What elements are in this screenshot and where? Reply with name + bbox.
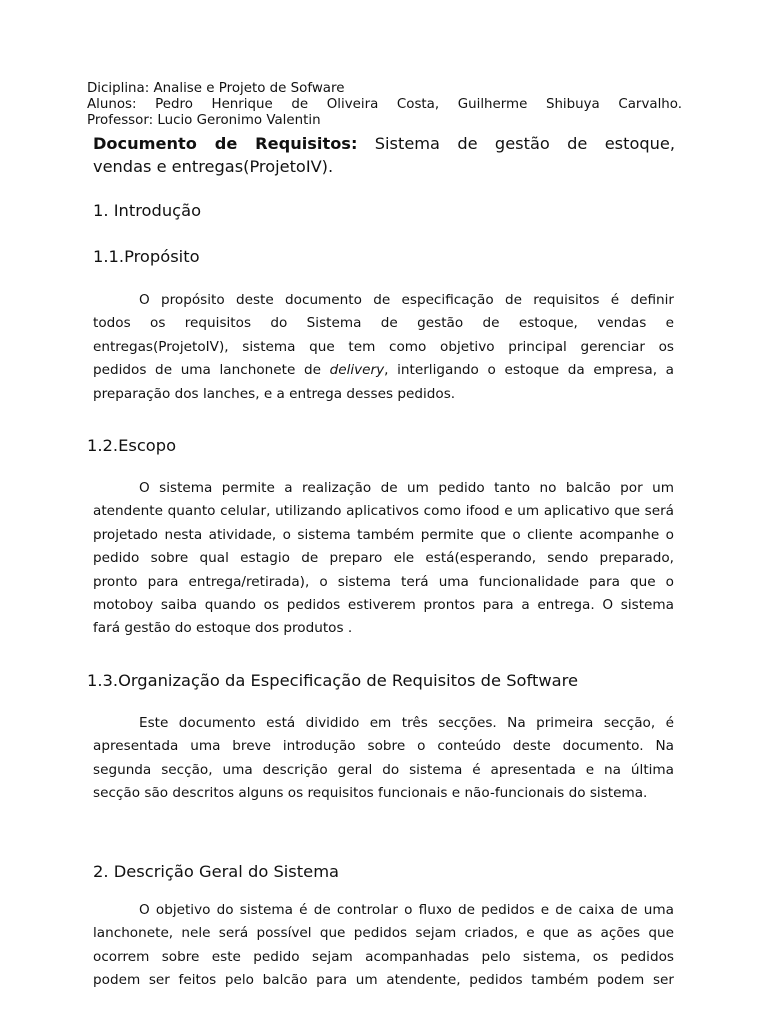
text-line: pedido sobre qual estagio de preparo ele está(esperando, sendo preparado, [93,550,674,567]
text-line: projetado nesta atividade, o sistema também permite que o cliente acompanhe o [93,526,674,543]
organization-paragraph [93,712,674,806]
text-line: O objetivo do sistema é de controlar o fluxo de pedidos e de caixa de uma [139,902,674,918]
heading-introduction: 1. Introdução [93,201,202,220]
text-line [93,359,674,382]
text-line: secção são descritos alguns os requisitos funcionais e não-funcionais do sistema. [93,785,648,802]
heading-system-overview: 2. Descrição Geral do Sistema [93,862,340,881]
text-segment: , interligando o estoque da empresa, a [384,362,674,379]
text-line: preparação dos lanches, e a entrega desses pedidos. [93,385,456,402]
heading-purpose: 1.1.Propósito [93,247,200,266]
text-line: O propósito deste documento de especificação de requisitos é definir [139,292,674,308]
text-line: segunda secção, uma descrição geral do sistema é apresentada e na última [93,761,674,778]
text-line: fará gestão do estoque dos produtos . [93,620,353,637]
professor-line: Professor: Lucio Geronimo Valentin [87,113,321,128]
heading-organization: 1.3.Organização da Especificação de Requisitos de Software [87,671,578,690]
italic-word: delivery [329,362,385,379]
overview-paragraph [93,899,674,993]
text-line: podem ser feitos pelo balcão para um atendente, pedidos também podem ser [93,972,674,989]
students-line: Alunos: Pedro Henrique de Oliveira Costa, Guilherme Shibuya Carvalho. [87,97,682,112]
text-line: entregas(ProjetoIV), sistema que tem como objetivo principal gerenciar os [93,338,674,355]
text-line: motoboy saiba quando os pedidos estiverem prontos para a entrega. O sistema [93,596,674,613]
heading-scope: 1.2.Escopo [87,436,177,455]
purpose-paragraph [93,289,674,406]
text-line: apresentada uma breve introdução sobre o conteúdo deste documento. Na [93,738,674,755]
text-line: ocorrem sobre este pedido sejam acompanhadas pelo sistema, os pedidos [93,948,674,965]
text-line: lanchonete, nele será possível que pedidos sejam criados, e que as ações que [93,925,674,942]
scope-paragraph [93,477,674,641]
title-line2: vendas e entregas(ProjetoIV). [93,157,334,176]
text-line: O sistema permite a realização de um pedido tanto no balcão por um [139,480,674,496]
title-bold: Documento de Requisitos: [93,134,358,153]
document-title [93,132,675,178]
text-line: todos os requisitos do Sistema de gestão de estoque, vendas e [93,315,674,332]
title-rest: Sistema de gestão de estoque, [357,134,675,153]
text-segment: pedidos de uma lanchonete de [93,362,330,379]
text-line: Este documento está dividido em três secções. Na primeira secção, é [139,715,674,731]
text-line: pronto para entrega/retirada), o sistema terá uma funcionalidade para que o [93,573,674,590]
discipline-line: Diciplina: Analise e Projeto de Sofware [87,81,345,96]
text-line: atendente quanto celular, utilizando aplicativos como ifood e um aplicativo que será [93,503,674,520]
